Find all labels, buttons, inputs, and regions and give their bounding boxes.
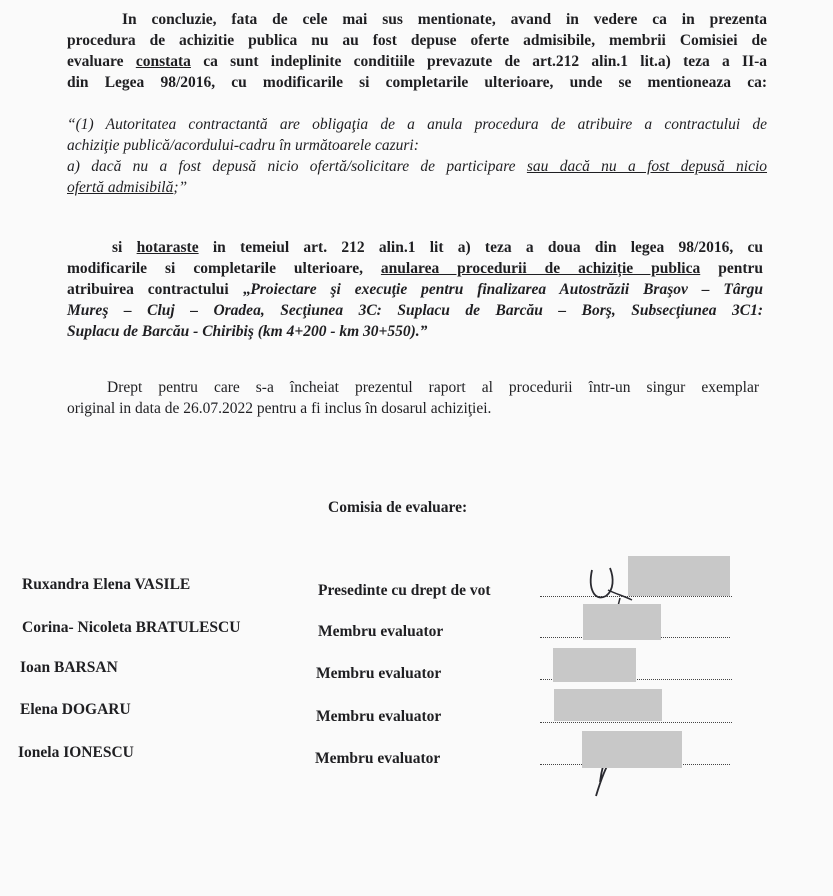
quote-line-1: “(1) Autoritatea contractantă are obligaţia de a anula procedura de atribuire a contractului de: [67, 116, 767, 133]
closing-paragraph: [67, 377, 759, 419]
quote-end: ;”: [173, 179, 188, 196]
quote-underlined-1: sau dacă nu a fost depusă nicio: [526, 158, 768, 175]
decision-line-4: Mureş – Cluj – Oradea, Secţiunea 3C: Suplacu de Barcău – Borş, Subsecţiunea 3C1:: [67, 302, 763, 319]
member-role: Membru evaluator: [316, 708, 442, 725]
redacted-signature: [583, 604, 661, 640]
closing-line-2: original in data de 26.07.2022 pentru a fi inclus în dosarul achiziţiei.: [67, 400, 492, 417]
quote-line-2: achiziţie publică/acordului-cadru în următoarele cazuri:: [67, 137, 419, 154]
conclusion-line-3-rest: ca sunt indeplinite conditiile prevazute de art.212 alin.1 lit.a) teza a II-a: [203, 53, 768, 70]
member-role: Membru evaluator: [315, 750, 441, 767]
quote-line-4: [67, 177, 767, 198]
conclusion-paragraph: [67, 9, 767, 93]
quote-line-3: [67, 156, 767, 177]
decision-line-1: [67, 237, 763, 258]
decision-line-2-start: modificarile si completarile ulterioare,: [67, 260, 363, 277]
decision-line-3-start: atribuirea contractului „: [67, 281, 251, 298]
member-name: Ruxandra Elena VASILE: [22, 576, 191, 593]
conclusion-line-3: [67, 51, 767, 72]
redacted-signature: [554, 689, 662, 721]
member-name: Ioan BARSAN: [20, 659, 118, 676]
decision-anularea: anularea procedurii de achiziție publica: [380, 260, 701, 277]
decision-line-5: [67, 321, 763, 342]
decision-quote-close: ”: [419, 323, 428, 340]
decision-line-3: [67, 279, 763, 300]
decision-line-2: [67, 258, 763, 279]
conclusion-line-4: din Legea 98/2016, cu modificarile si completarile ulterioare, unde se mentioneaza ca:: [67, 74, 767, 91]
quote-underlined-2: ofertă admisibilă: [67, 179, 174, 196]
redacted-signature: [628, 556, 730, 596]
member-role: Membru evaluator: [318, 623, 444, 640]
legal-quote: [67, 114, 767, 198]
member-name: Elena DOGARU: [20, 701, 131, 718]
quote-line-3-start: a) dacă nu a fost depusă nicio ofertă/solicitare de participare: [67, 158, 516, 175]
member-role: Presedinte cu drept de vot: [318, 582, 491, 599]
member-name: Corina- Nicoleta BRATULESCU: [22, 619, 241, 636]
decision-line-2-end: pentru: [718, 260, 763, 277]
decision-hotaraste: hotaraste: [136, 239, 199, 256]
handwritten-signatures: [580, 560, 740, 810]
member-role: Membru evaluator: [316, 665, 442, 682]
decision-si: si: [112, 239, 123, 256]
conclusion-line-2: procedura de achizitie publica nu au fost depuse oferte admisibile, membrii Comisiei de: [67, 32, 767, 49]
contract-title-1: Proiectare şi execuţie pentru finalizarea Autostrăzii Braşov – Târgu: [250, 281, 764, 298]
decision-line-1-rest: in temeiul art. 212 alin.1 lit a) teza a doua din legea 98/2016, cu: [212, 239, 763, 256]
decision-paragraph: [67, 237, 763, 342]
conclusion-line-1: In concluzie, fata de cele mai sus mentionate, avand in vedere ca in prezenta: [122, 11, 767, 28]
committee-title: Comisia de evaluare:: [328, 499, 468, 516]
member-name: Ionela IONESCU: [18, 744, 134, 761]
contract-title-3: Suplacu de Barcău - Chiribiş (km 4+200 - km 30+550).: [67, 323, 420, 340]
constata-word: constata: [135, 53, 191, 70]
conclusion-lead: evaluare: [67, 53, 124, 70]
redacted-signature: [553, 648, 636, 682]
closing-line-1: Drept pentru care s-a încheiat prezentul raport al procedurii într-un singur exemplar: [107, 379, 759, 396]
redacted-signature: [582, 731, 682, 768]
